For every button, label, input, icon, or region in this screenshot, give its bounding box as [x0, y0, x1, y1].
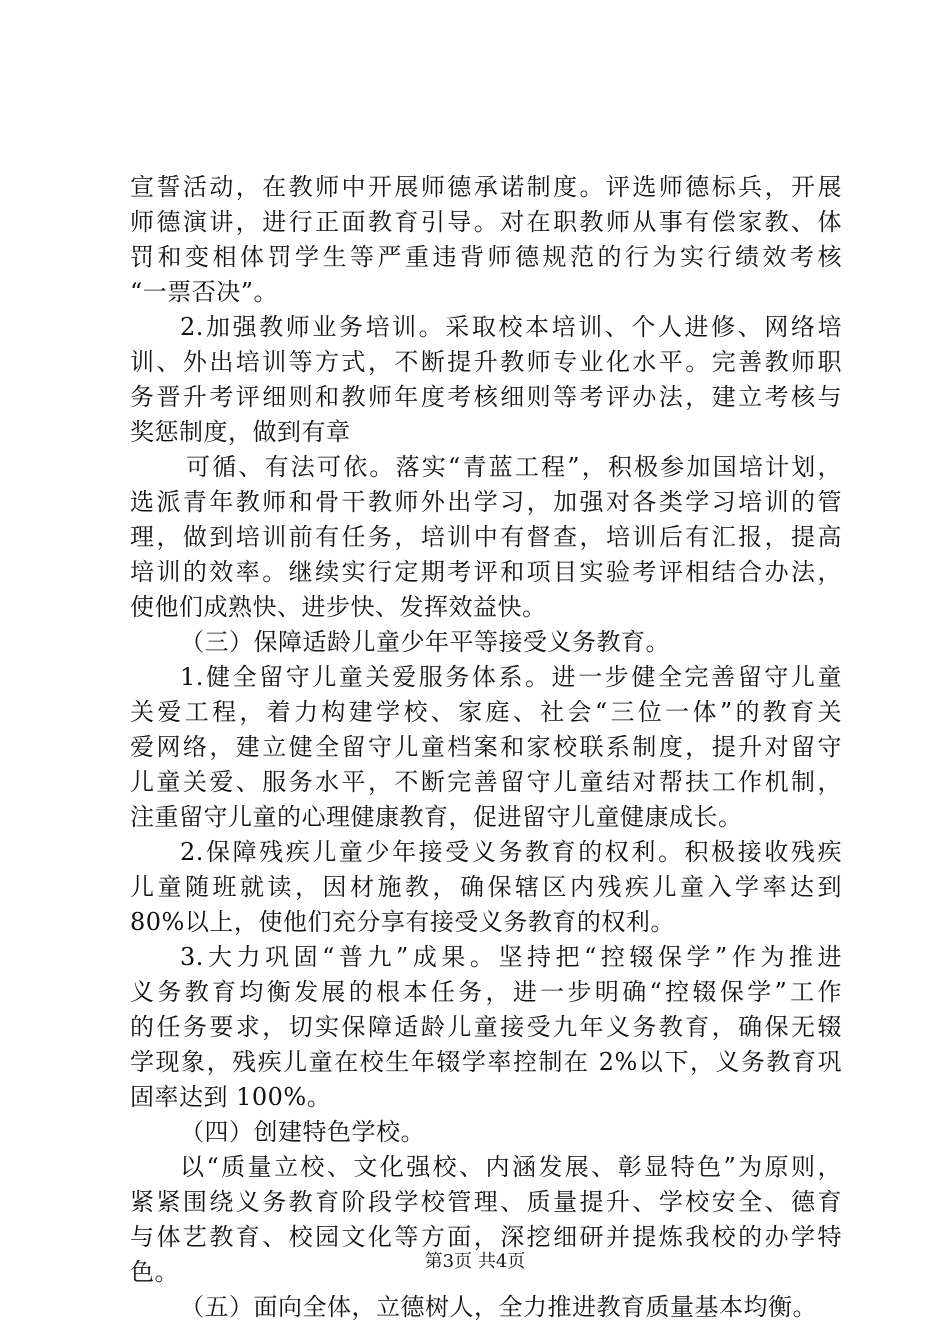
text-line: 儿童随班就读，因材施教，确保辖区内残疾儿童入学率达到 [130, 873, 842, 901]
text-line: 学现象，残疾儿童在校生年辍学率控制在 2%以下，义务教育巩 [130, 1048, 842, 1076]
text-line: 80%以上，使他们充分享有接受义务教育的权利。 [130, 908, 675, 936]
text-line: 紧紧围绕义务教育阶段学校管理、质量提升、学校安全、德育 [130, 1188, 842, 1216]
document-body [130, 170, 842, 1325]
text-line: 理，做到培训前有任务，培训中有督查，培训后有汇报，提高 [130, 523, 842, 551]
text-line: 务晋升考评细则和教师年度考核细则等考评办法，建立考核与 [130, 383, 842, 411]
text-line: 培训的效率。继续实行定期考评和项目实验考评相结合办法， [130, 558, 842, 586]
text-line: 师德演讲，进行正面教育引导。对在职教师从事有偿家教、体 [130, 208, 842, 236]
text-line: 2.保障残疾儿童少年接受义务教育的权利。积极接收残疾 [180, 838, 842, 866]
page-number-footer: 第3页 共4页 [424, 1251, 526, 1272]
text-line: 3.大力巩固“普九”成果。坚持把“控辍保学”作为推进 [180, 943, 842, 971]
text-line: 关爱工程，着力构建学校、家庭、社会“三位一体”的教育关 [130, 698, 842, 726]
text-line: 选派青年教师和骨干教师外出学习，加强对各类学习培训的管 [130, 488, 842, 516]
text-line: 2.加强教师业务培训。采取校本培训、个人进修、网络培 [180, 313, 842, 341]
text-line: 的任务要求，切实保障适龄儿童接受九年义务教育，确保无辍 [130, 1013, 842, 1041]
section-heading: （四）创建特色学校。 [180, 1118, 425, 1146]
text-line: 罚和变相体罚学生等严重违背师德规范的行为实行绩效考核 [130, 243, 842, 271]
text-line: “一票否决”。 [130, 278, 279, 306]
text-line: 使他们成熟快、进步快、发挥效益快。 [130, 593, 547, 621]
text-line: 训、外出培训等方式，不断提升教师专业化水平。完善教师职 [130, 348, 842, 376]
text-line: 以“质量立校、文化强校、内涵发展、彰显特色”为原则， [180, 1153, 842, 1181]
text-line: 色。 [130, 1258, 179, 1286]
text-line: 可循、有法可依。落实“青蓝工程”，积极参加国培计划， [186, 453, 842, 481]
text-line: 与体艺教育、校园文化等方面，深挖细研并提炼我校的办学特 [130, 1223, 842, 1251]
text-line: 固率达到 100%。 [130, 1083, 332, 1111]
text-line: 注重留守儿童的心理健康教育，促进留守儿童健康成长。 [130, 803, 743, 831]
section-heading: （三）保障适龄儿童少年平等接受义务教育。 [180, 628, 670, 656]
text-line: 1.健全留守儿童关爱服务体系。进一步健全完善留守儿童 [180, 663, 842, 691]
section-heading: （五）面向全体，立德树人，全力推进教育质量基本均衡。 [180, 1293, 817, 1321]
text-line: 义务教育均衡发展的根本任务，进一步明确“控辍保学”工作 [130, 978, 842, 1006]
text-line: 宣誓活动，在教师中开展师德承诺制度。评选师德标兵，开展 [130, 173, 842, 201]
text-line: 爱网络，建立健全留守儿童档案和家校联系制度，提升对留守 [130, 733, 842, 761]
text-line: 儿童关爱、服务水平，不断完善留守儿童结对帮扶工作机制， [130, 768, 842, 796]
text-line: 奖惩制度，做到有章 [130, 418, 351, 446]
